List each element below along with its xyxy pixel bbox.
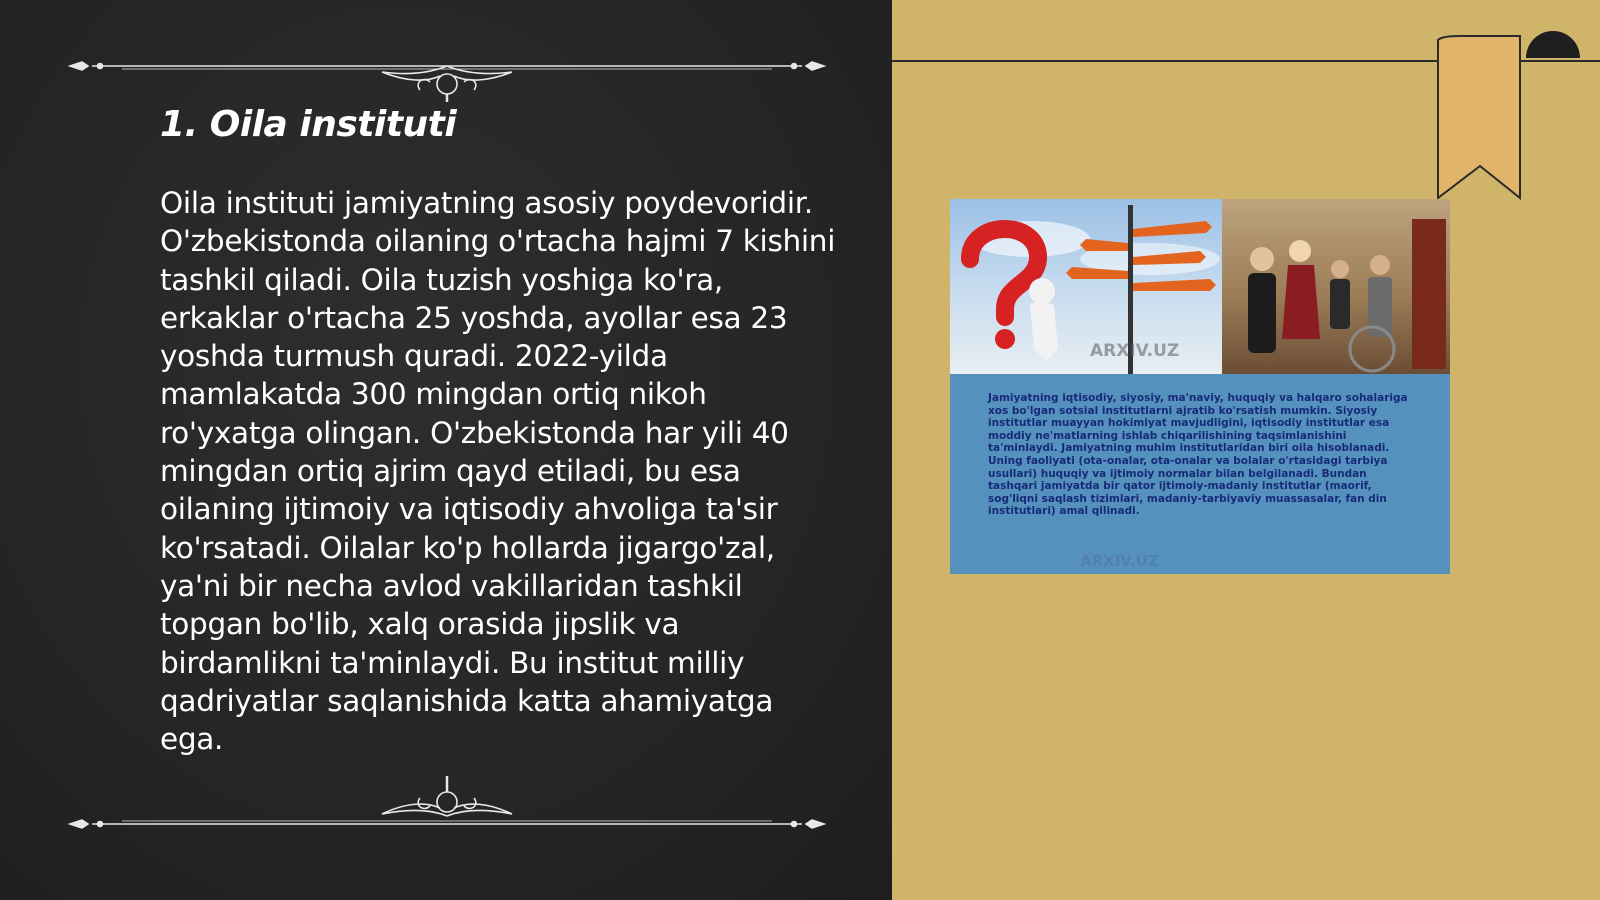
bottom-ornament-divider [62,772,832,832]
signpost-question-photo [950,199,1222,374]
figure-caption-text: Jamiyatning iqtisodiy, siyosiy, ma'naviy, huquqiy va halqaro sohalariga xos bo'lgan sotsial institutlarni ajratib ko'rsatish mumkin. Siyosiy institutlar muayyan hokimiyat mavjudligini, iqtisodiy institutlar esa moddiy ne'matlarning ishlab chiqarilishining taqsimlanishini ta'minlaydi. Jamiyatning muhim institutlaridan biri oila hisoblanadi. Uning faoliyati (ota-onalar, ota-onalar va bolalar o'rtasidagi tarbiya usullari) huquqiy va ijtimoiy normalar bilan belgilanadi. Bundan tashqari jamiyatda bir qator ijtimoiy-madaniy institutlar (maorif, sog'liqni saqlash tizimlari, madaniy-tarbiyaviy muassasalar, fan din institutlari) amal qilinadi. [988,392,1408,518]
illustration-figure [950,199,1450,574]
slide-body-text: Oila instituti jamiyatning asosiy poydevoridir. O'zbekistonda oilaning o'rtacha hajmi 7 kishini tashkil qiladi. Oila tuzish yoshiga ko'ra, erkaklar o'rtacha 25 yoshda, ayollar esa 23 yoshda turmush quradi. 2022-yilda mamlakatda 300 mingdan ortiq nikoh ro'yxatga olingan. O'zbekistonda har yili 40 mingdan ortiq ajrim qayd etiladi, bu esa oilaning ijtimoiy va iqtisodiy ahvoliga ta'sir ko'rsatadi. Oilalar ko'p hollarda jigargo'zal, ya'ni bir necha avlod vakillaridan tashkil topgan bo'lib, xalq orasida jipslik va birdamlikni ta'minlaydi. Bu institut milliy qadriyatlar saqlanishida katta ahamiyatga ega. [160,186,836,757]
question-mark-signpost-icon [950,199,1222,374]
top-ornament-divider [62,42,832,102]
photo-watermark: ARXIV.UZ [1090,341,1180,361]
caption-watermark: ARXIV.UZ [1080,552,1159,570]
bookmark-ribbon [1430,30,1600,200]
slide-title: 1. Oila instituti [160,104,457,145]
people-meeting-photo [1222,199,1450,374]
people-group-icon [1222,199,1450,374]
caption-box [950,374,1450,574]
